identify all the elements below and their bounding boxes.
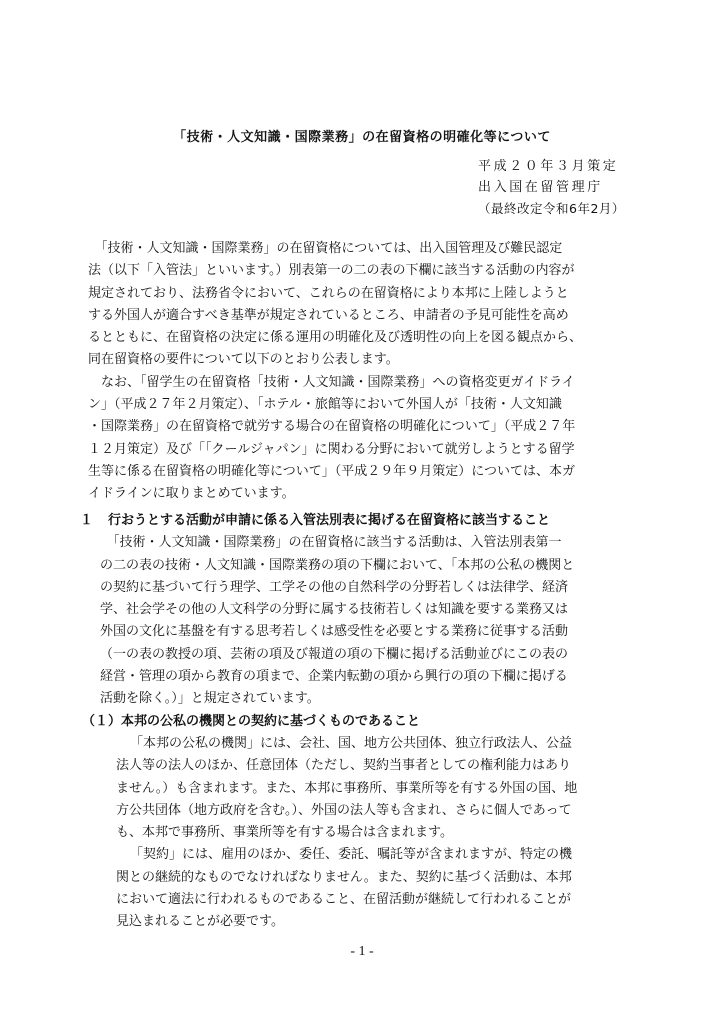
section-1: [80, 510, 648, 934]
intro-line: るとともに、在留資格の決定に係る運用の明確化及び透明性の向上を図る観点から、: [88, 330, 583, 346]
subsection-1-line: 法人等の法人のほか、任意団体（ただし、契約当事者としての権利能力はあり: [116, 758, 572, 774]
intro-line: ・国際業務」の在留資格で就労する場合の在留資格の明確化について」（平成２７年: [88, 419, 576, 435]
subsection-1-line: において適法に行われるものであること、在留活動が継続して行われることが: [116, 892, 572, 908]
intro-line: なお、「留学生の在留資格「技術・人文知識・国際業務」への資格変更ガイドライ: [88, 374, 575, 390]
section-1-line: 「技術・人文知識・国際業務」の在留資格に該当する活動は、入管法別表第一: [100, 535, 562, 551]
subsection-1-line: 見込まれることが必要です。: [116, 914, 284, 930]
subsection-1-line: 「本邦の公私の機関」には、会社、国、地方公共団体、独立行政法人、公益: [130, 735, 573, 751]
intro-line: 法（以下「入管法」といいます。）別表第一の二の表の下欄に該当する活動の内容が: [88, 263, 575, 279]
section-1-line: 外国の文化に基盤を有する思考若しくは感受性を必要とする業務に従事する活動: [100, 624, 569, 640]
section-1-line: 活動を除く。）」と規定されています。: [100, 691, 320, 707]
document-title: 「技術・人文知識・国際業務」の在留資格の明確化等について: [173, 130, 551, 145]
intro-line: ン」（平成２７年２月策定）、「ホテル・旅館等において外国人が「技術・人文知識: [88, 397, 562, 413]
subsection-1-line: 方公共団体（地方政府を含む。）、外国の法人等も含まれ、さらに個人であって: [116, 802, 572, 818]
subsection-1-line: も、本邦で事務所、事業所等を有する場合は含まれます。: [116, 825, 453, 841]
section-1-line: 経営・管理の項から教育の項まで、企業内転勤の項から興行の項の下欄に掲げる: [100, 669, 568, 685]
section-1-heading-text: 行おうとする活動が申請に係る入管法別表に掲げる在留資格に該当すること: [108, 513, 551, 528]
section-1-heading: [78, 510, 648, 532]
intro-line: する外国人が適合すべき基準が規定されているところ、申請者の予見可能性を高め: [88, 307, 569, 323]
section-1-line: の二の表の技術・人文知識・国際業務の項の下欄において、「本邦の公私の機関と: [100, 557, 575, 573]
intro-line: 同在留資格の要件について以下のとおり公表します。: [88, 352, 399, 368]
revision-note: （最終改定令和6年2月）: [478, 201, 625, 216]
issuing-agency: 出入国在留管理庁: [478, 180, 603, 195]
section-1-line: 学、社会学その他の人文科学の分野に属する技術若しくは知識を要する業務又は: [100, 602, 569, 618]
intro-line: イドラインに取りまとめています。: [88, 486, 295, 502]
intro-paragraph: [88, 238, 648, 506]
section-1-number: １: [80, 513, 94, 528]
issue-date: 平成２０年３月策定: [478, 159, 619, 174]
section-1-line: の契約に基づいて行う理学、工学その他の自然科学の分野若しくは法律学、経済: [100, 579, 569, 595]
subsection-1-heading: （１）本邦の公私の機関との契約に基づくものであること: [82, 713, 421, 729]
issuer-block: [478, 156, 648, 219]
intro-line: 生等に係る在留資格の明確化等について」（平成２９年９月策定）については、本ガ: [88, 463, 575, 479]
subsection-1-line: 「契約」には、雇用のほか、委任、委託、嘱託等が含まれますが、特定の機: [130, 847, 573, 863]
subsection-1-line: ません。）も含まれます。また、本邦に事務所、事業所等を有する外国の国、地: [116, 780, 578, 796]
page-number: - 1 -: [350, 944, 374, 959]
intro-line: １２月策定）及び「「クールジャパン」に関わる分野において就労しようとする留学: [88, 441, 575, 457]
section-1-line: （一の表の教授の項、芸術の項及び報道の項の下欄に掲げる活動並びにこの表の: [100, 646, 569, 662]
intro-line: 「技術・人文知識・国際業務」の在留資格については、出入国管理及び難民認定: [88, 241, 563, 256]
subsection-1-line: 関との継続的なものでなければなりません。また、契約に基づく活動は、本邦: [116, 869, 572, 885]
intro-line: 規定されており、法務省令において、これらの在留資格により本邦に上陸しようと: [88, 285, 569, 301]
